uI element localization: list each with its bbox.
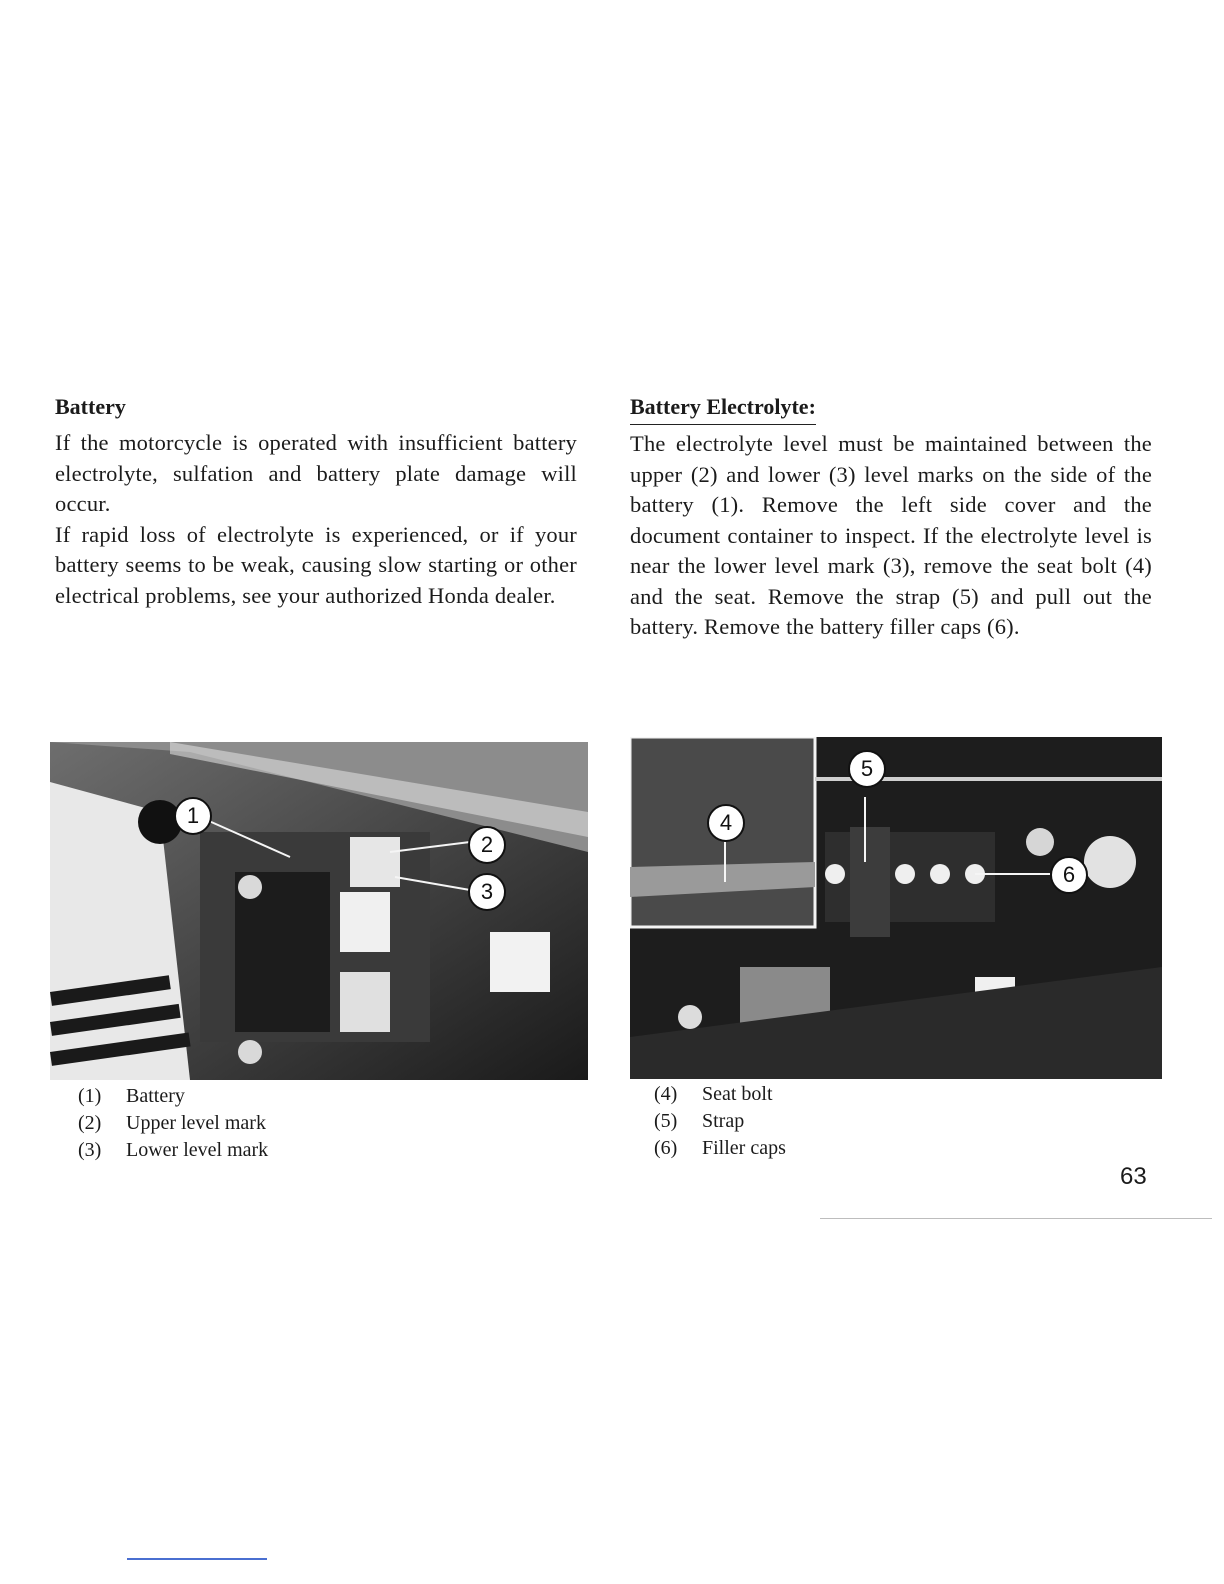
battery-electrolyte-heading: Battery Electrolyte: [630,390,816,425]
battery-section [55,390,577,611]
caption-row [654,1135,786,1162]
caption-row [654,1081,786,1108]
callout-1: 1 [174,797,212,835]
caption-text: Upper level mark [126,1112,266,1134]
seat-bolt-strap-photo [630,737,1162,1079]
footer-link-underline [127,1558,267,1560]
caption-number: (6) [654,1137,678,1159]
callout-5: 5 [848,750,886,788]
callout-2: 2 [468,826,506,864]
caption-row [78,1137,268,1164]
battery-heading: Battery [55,394,126,419]
seat-photo-captions [654,1081,786,1162]
page-number: 63 [1120,1163,1147,1190]
battery-electrolyte-section [630,390,1152,643]
callout-4: 4 [707,804,745,842]
callout-6: 6 [1050,856,1088,894]
caption-text: Seat bolt [702,1083,773,1105]
bottom-rule [820,1218,1212,1219]
battery-photo-captions [78,1083,268,1164]
caption-number: (2) [78,1112,102,1134]
caption-number: (3) [78,1139,102,1161]
caption-text: Filler caps [702,1137,786,1159]
battery-photo [50,742,588,1080]
caption-text: Lower level mark [126,1139,269,1161]
battery-paragraph-2: If rapid loss of electrolyte is experienced, or if your battery seems to be weak, causing slow starting or other electrical problems, see your authorized Honda dealer. [55,521,577,608]
battery-paragraph-1: If the motorcycle is operated with insufficient battery electrolyte, sulfation and battery plate damage will occur. [55,430,577,516]
callout-3: 3 [468,873,506,911]
caption-text: Strap [702,1110,745,1132]
battery-electrolyte-paragraph: The electrolyte level must be maintained between the upper (2) and lower (3) level marks on the side of the battery (1). Remove the left side cover and the document container to inspect. If the electrolyte level is near the lower level mark (3), remove the seat bolt (4) and the seat. Remove the strap (5) and pull out the battery. Remove the battery filler caps (6). [630,431,1152,639]
caption-row [78,1083,268,1110]
caption-row [78,1110,268,1137]
caption-text: Battery [126,1085,185,1107]
caption-number: (1) [78,1085,102,1107]
caption-number: (5) [654,1110,678,1132]
caption-number: (4) [654,1083,678,1105]
caption-row [654,1108,786,1135]
